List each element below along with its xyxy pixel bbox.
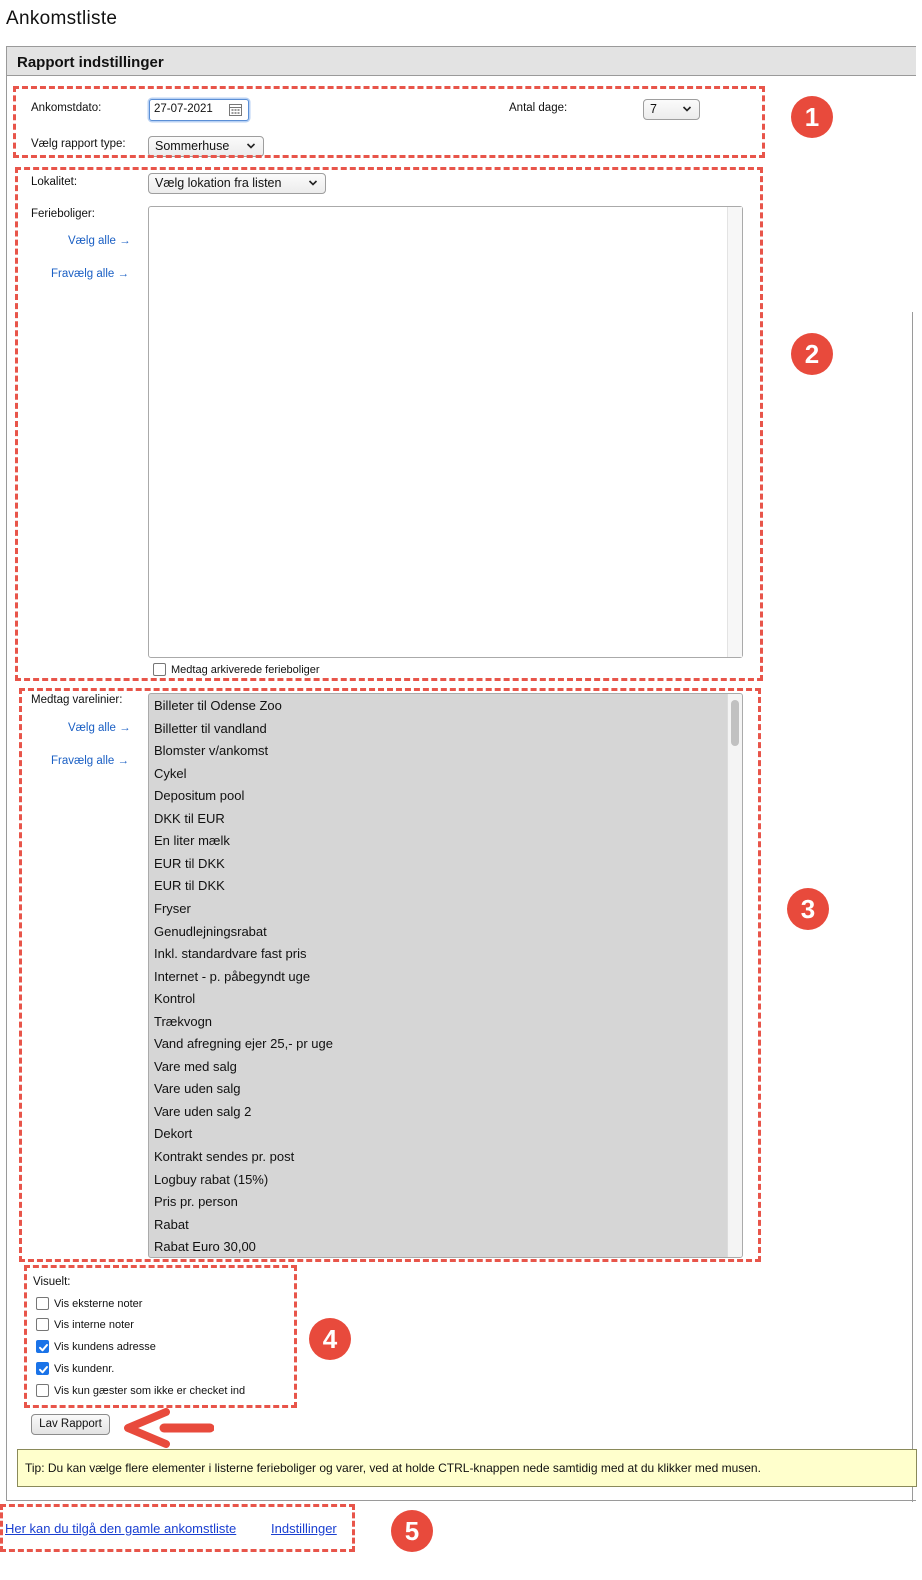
list-item[interactable]: Billetter til vandland (154, 720, 267, 736)
list-item[interactable]: Billeter til Odense Zoo (154, 698, 282, 713)
annotation-box-2 (15, 167, 763, 681)
product-lines-deselect-all-link[interactable]: Fravælg alle → (51, 755, 129, 767)
list-item[interactable]: Pris pr. person (154, 1194, 238, 1210)
list-item[interactable]: Vare uden salg 2 (154, 1103, 252, 1119)
annotation-box-3 (19, 688, 761, 1262)
list-item[interactable]: Rabat Euro 30,00 (154, 1239, 256, 1255)
report-type-value: Sommerhuse (155, 139, 230, 153)
annotation-badge-1: 1 (791, 96, 833, 138)
make-report-button[interactable]: Lav Rapport (31, 1414, 110, 1435)
annotation-badge-4: 4 (309, 1318, 351, 1360)
list-item[interactable]: Fryser (154, 900, 191, 916)
list-item[interactable]: Internet - p. påbegyndt uge (154, 968, 311, 984)
list-item[interactable]: Blomster v/ankomst (154, 743, 269, 759)
annotation-badge-3: 3 (787, 888, 829, 930)
visual-option-label: Vis kun gæster som ikke er checket ind (54, 1385, 246, 1397)
holiday-homes-deselect-all-link[interactable]: Fravælg alle → (51, 268, 129, 280)
annotation-box-1 (13, 86, 765, 158)
tip-text: Tip: Du kan vælge flere elementer i listerne ferieboliger og varer, ved at holde CTRL-knappen nede samtidig med at du klikker med musen. (25, 1461, 761, 1475)
panel-right-edge (912, 312, 913, 1502)
arrow-left-icon (122, 1408, 214, 1450)
visual-option-label: Vis eksterne noter (54, 1298, 143, 1310)
list-item[interactable]: Kontrakt sendes pr. post (154, 1149, 295, 1164)
list-item[interactable]: Trækvogn (154, 1013, 213, 1029)
location-select-value: Vælg lokation fra listen (155, 176, 282, 190)
days-select-value: 7 (650, 102, 657, 116)
page-title: Ankomstliste (6, 8, 118, 29)
list-item[interactable]: EUR til DKK (154, 878, 225, 894)
list-item[interactable]: Vare med salg (154, 1058, 237, 1074)
list-item[interactable]: Cykel (154, 765, 187, 781)
annotation-box-5 (0, 1504, 355, 1552)
list-item[interactable]: Genudlejningsrabat (154, 923, 267, 939)
arrival-date-value: 27-07-2021 (154, 103, 213, 115)
product-lines-select-all-link[interactable]: Vælg alle → (68, 722, 131, 734)
annotation-badge-5: 5 (391, 1510, 433, 1552)
archived-homes-label: Medtag arkiverede ferieboliger (171, 664, 320, 676)
annotation-badge-2: 2 (791, 333, 833, 375)
old-arrival-list-link[interactable]: Her kan du tilgå den gamle ankomstliste (5, 1521, 237, 1536)
visual-label: Visuelt: (33, 1276, 71, 1288)
visual-option-label: Vis kundens adresse (54, 1341, 156, 1353)
list-item[interactable]: EUR til DKK (154, 855, 225, 871)
report-type-label: Vælg rapport type: (31, 138, 126, 150)
visual-option-label: Vis kundenr. (54, 1363, 115, 1375)
location-label: Lokalitet: (31, 176, 78, 188)
annotation-box-4 (24, 1265, 297, 1408)
holiday-homes-label: Ferieboliger: (31, 208, 95, 220)
visual-option-label: Vis interne noter (54, 1319, 134, 1331)
list-item[interactable]: Vare uden salg (154, 1081, 241, 1097)
list-item[interactable]: En liter mælk (154, 833, 230, 849)
product-lines-label: Medtag varelinier: (31, 694, 123, 706)
tip-box (17, 1449, 917, 1487)
panel-header (7, 47, 916, 76)
list-item[interactable]: Vand afregning ejer 25,- pr uge (154, 1036, 333, 1052)
settings-link[interactable]: Indstillinger (271, 1521, 337, 1536)
list-item[interactable]: Kontrol (154, 991, 196, 1007)
arrival-date-label: Ankomstdato: (31, 102, 102, 114)
list-item[interactable]: Dekort (154, 1126, 193, 1142)
list-item[interactable]: DKK til EUR (154, 810, 225, 826)
list-item[interactable]: Logbuy rabat (15%) (154, 1171, 269, 1187)
list-item[interactable]: Inkl. standardvare fast pris (154, 946, 307, 962)
panel-title: Rapport indstillinger (17, 54, 164, 71)
holiday-homes-select-all-link[interactable]: Vælg alle → (68, 235, 131, 247)
list-item[interactable]: Rabat (154, 1216, 189, 1232)
days-label: Antal dage: (509, 102, 568, 114)
list-item[interactable]: Depositum pool (154, 788, 245, 804)
